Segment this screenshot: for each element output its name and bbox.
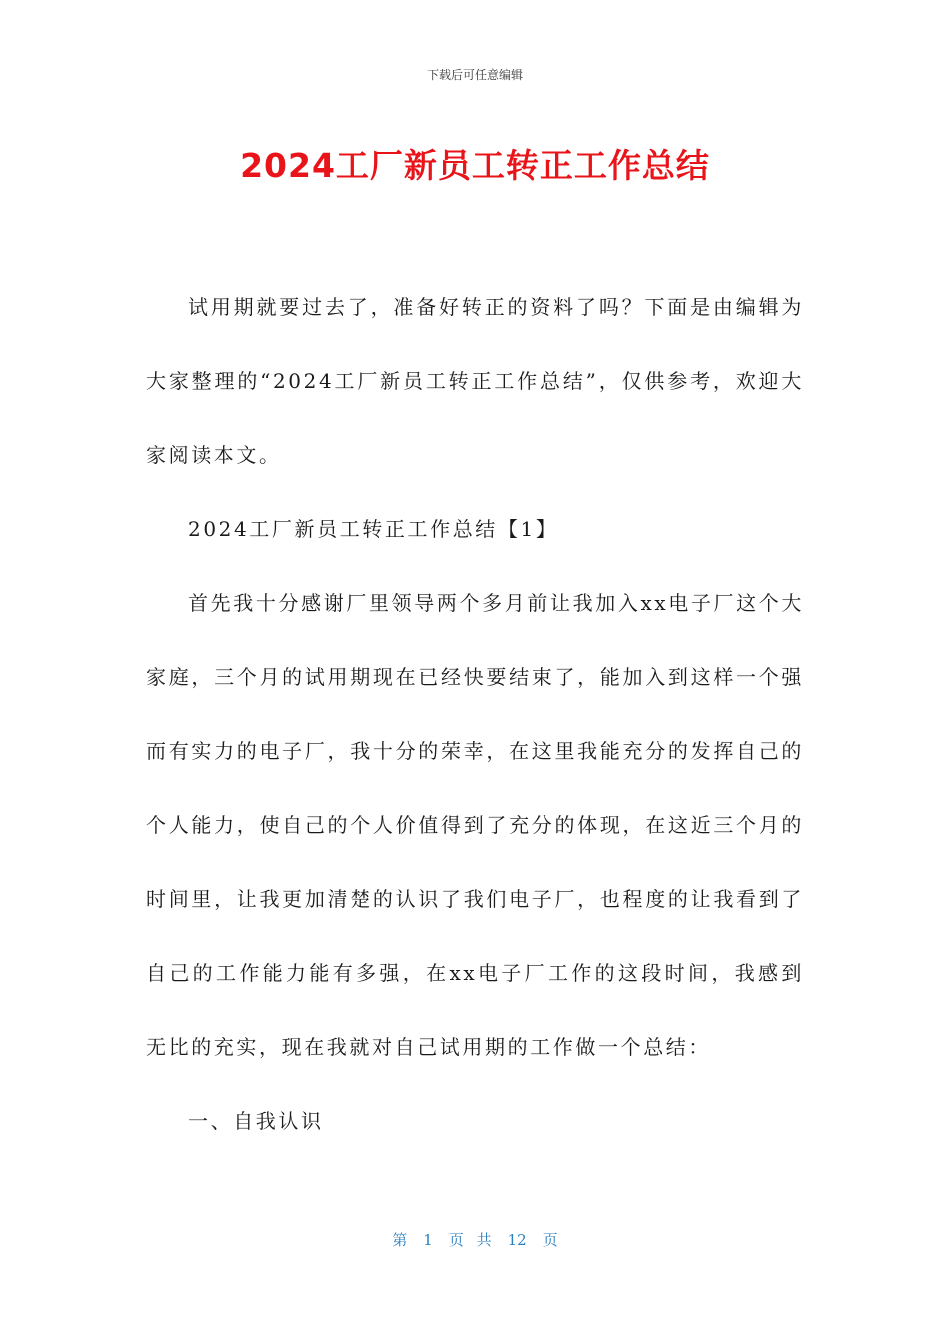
page-label-mid: 页 共 — [448, 1231, 492, 1249]
intro-paragraph: 试用期就要过去了，准备好转正的资料了吗？下面是由编辑为大家整理的“2024工厂新员工转正工作总结”，仅供参考，欢迎大家阅读本文。 — [146, 295, 804, 467]
document-body — [146, 270, 804, 1158]
page-label-prefix: 第 — [392, 1231, 408, 1249]
document-title: 2024工厂新员工转正工作总结 — [240, 146, 710, 185]
current-page-number: 1 — [423, 1231, 433, 1249]
body-paragraph: 首先我十分感谢厂里领导两个多月前让我加入xx电子厂这个大家庭，三个月的试用期现在已经快要结束了，能加入到这样一个强而有实力的电子厂，我十分的荣幸，在这里我能充分的发挥自己的个人能力，使自己的个人价值得到了充分的体现，在这近三个月的时间里，让我更加清楚的认识了我们电子厂，也程度的让我看到了自己的工作能力能有多强，在xx电子厂工作的这段时间，我感到无比的充实，现在我就对自己试用期的工作做一个总结： — [146, 591, 804, 1059]
header-note: 下载后可任意编辑 — [426, 68, 523, 82]
total-pages-number: 12 — [507, 1231, 527, 1249]
subsection-heading: 一、自我认识 — [188, 1109, 324, 1133]
page-label-suffix: 页 — [542, 1231, 558, 1249]
page-footer — [0, 1229, 950, 1250]
section-heading: 2024工厂新员工转正工作总结【1】 — [188, 517, 559, 541]
